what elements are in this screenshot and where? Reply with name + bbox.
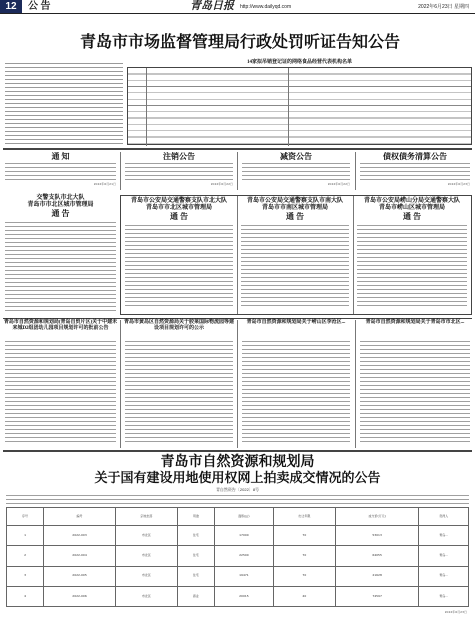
small-notice: 交警支队市北大队 青岛市市北区城市管理局 通 告 [3, 195, 118, 315]
col-header: 序号 [7, 508, 44, 526]
traffic-notice-3: 青岛市公安局崂山分局交通警察大队 青岛市崂山区城市管理局 通 告 [355, 198, 469, 313]
notice-2: 注销公告 2022年6月22日 [123, 152, 235, 190]
table-row: 1 2022-003 市北区 住宅 17000 70 53013 青岛... [7, 526, 469, 546]
notice-4: 债权债务清算公告 2022年6月23日 [358, 152, 472, 190]
top-announcement-title: 青岛市市场监督管理局行政处罚听证告知公告 [79, 34, 400, 51]
table-row: 2 2022-004 市北区 住宅 22500 70 64055 青岛... [7, 546, 469, 566]
top-table [127, 60, 472, 145]
mid-notice-4: 青岛市自然资源和规划局关于青岛市市北区... [358, 320, 472, 448]
bottom-intro-text [6, 494, 469, 506]
bottom-title-line2: 关于国有建设用地使用权网上拍卖成交情况的公告 [94, 470, 381, 485]
mid-notice-1: 青岛市自然资源和规划局(青岛自贸片区)关于中建未来城D2组团幼儿园项目规划许可的批前公告 [3, 320, 118, 448]
notice-3: 减资公告 2022年6月22日 [240, 152, 352, 190]
mid-notice-3: 青岛市自然资源和规划局关于崂山区李沧区... [240, 320, 352, 448]
top-body-text [5, 62, 123, 147]
notice-1: 通 知 2022年6月21日 [3, 152, 118, 190]
traffic-notice-2: 青岛市公安局交通警察支队市南大队 青岛市市南区城市管理局 通 告 [239, 198, 351, 313]
mid-notices [3, 320, 472, 448]
table-grid [127, 67, 472, 145]
section-title: 公 告 [28, 1, 51, 12]
col-header: 用途 [177, 508, 214, 526]
table-row: 4 2022-006 市北区 商业 20015 40 74597 青岛... [7, 586, 469, 606]
website: http://www.dailyqd.com [240, 4, 292, 10]
page-number: 12 [0, 0, 22, 13]
notice-row [3, 152, 472, 190]
table-title: 14家拟吊销登记证的网络食品经营代表机构名单 [246, 60, 352, 65]
bottom-title-line1: 青岛市自然资源和规划局 [160, 455, 315, 470]
bottom-sub: 青自然资告〔2022〕8号 [215, 487, 260, 492]
table-row: 3 2022-005 市北区 住宅 19471 70 21628 青岛... [7, 566, 469, 586]
col-header: 编号 [44, 508, 116, 526]
col-header: 成交价(万元) [335, 508, 419, 526]
issue-date: 2022年6月23日 星期四 [418, 4, 469, 10]
col-header: 出让年限 [273, 508, 335, 526]
col-header: 竞得人 [419, 508, 469, 526]
newspaper-logo: 青岛日报 [190, 0, 234, 12]
traffic-notices [120, 195, 472, 315]
mid-notice-2: 青岛市黄岛区自然资源局关于胶莱国际物流园等建设项目规划许可的公示 [123, 320, 235, 448]
col-header: 宗地坐落 [115, 508, 177, 526]
bottom-date: 2022年6月23日 [444, 610, 467, 614]
col-header: 面积(㎡) [214, 508, 273, 526]
page-header [0, 0, 475, 14]
bottom-announcement-header [3, 455, 472, 485]
traffic-notice-1: 青岛市公安局交通警察支队市北大队 青岛市市北区城市管理局 通 告 [123, 198, 235, 313]
bottom-table [6, 507, 469, 607]
